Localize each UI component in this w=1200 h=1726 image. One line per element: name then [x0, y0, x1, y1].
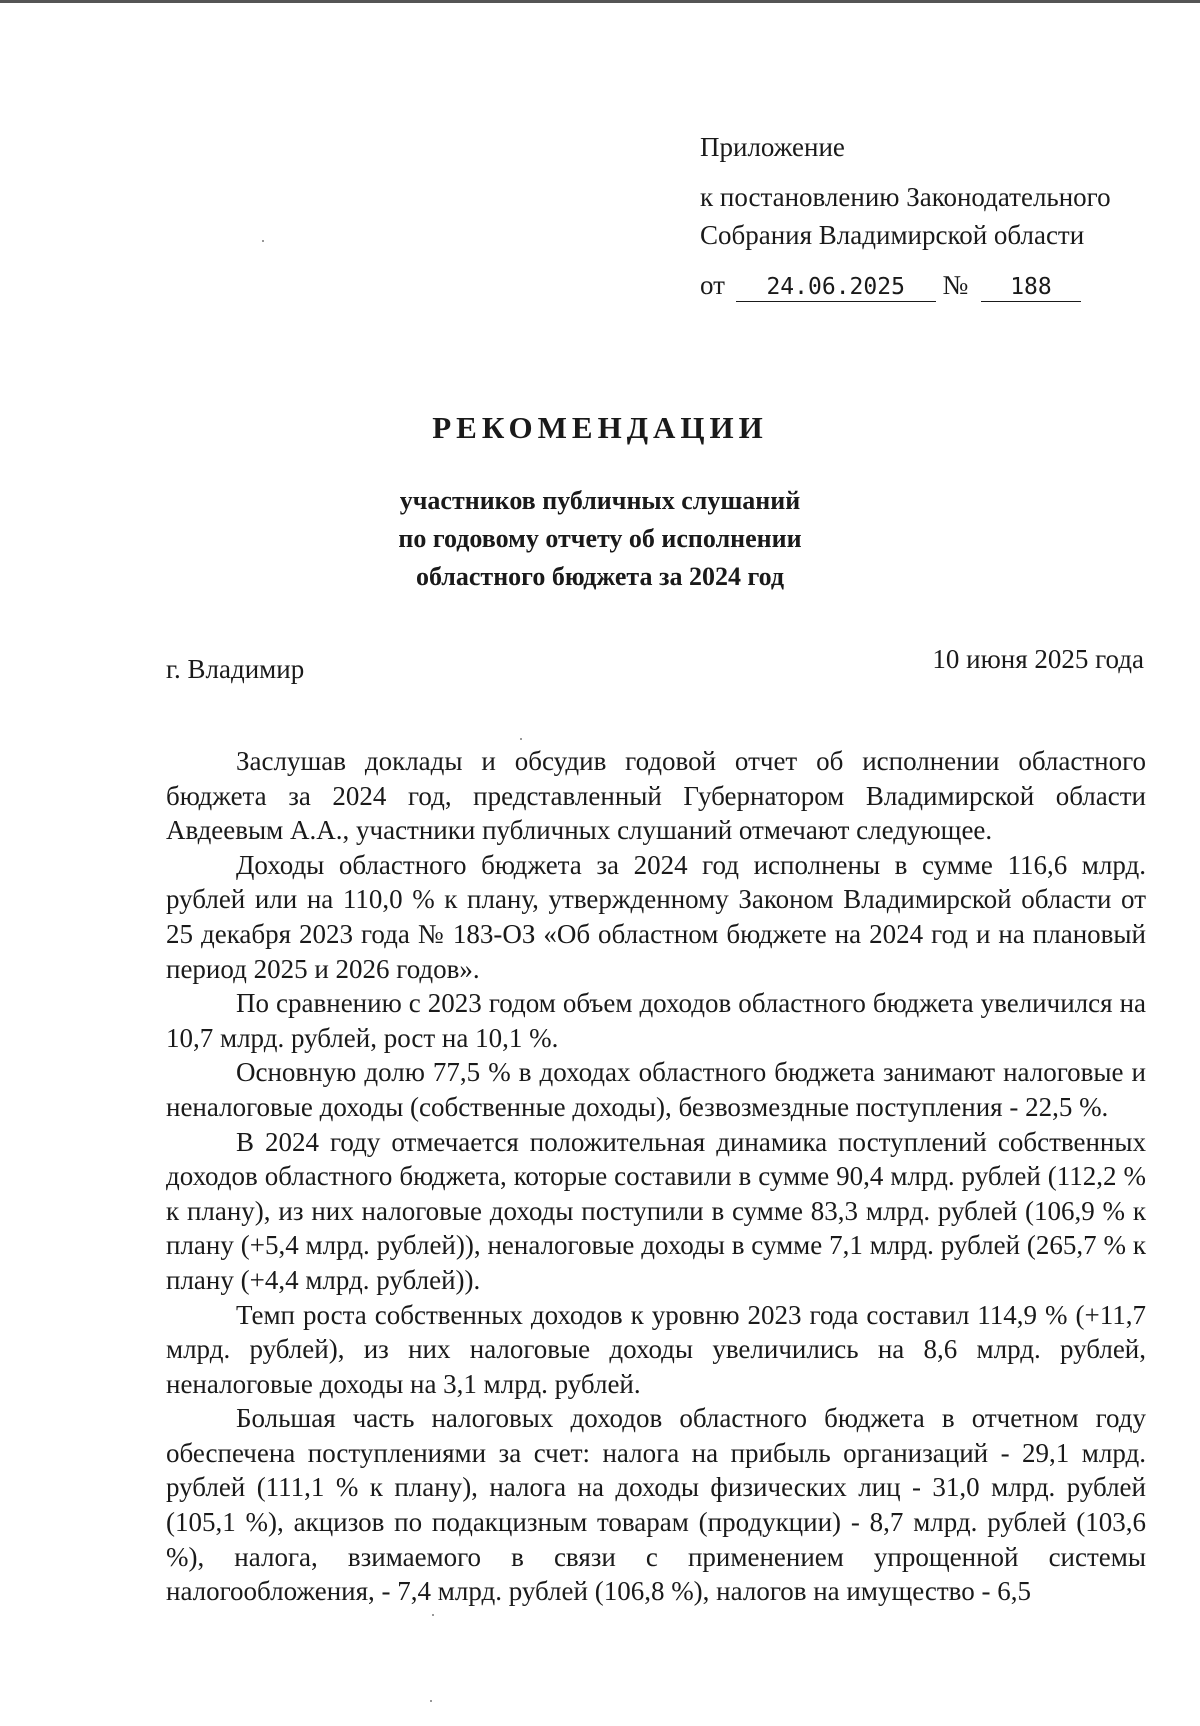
paragraph-7: Большая часть налоговых доходов областного бюджета в отчетном году обеспечена поступлениями за счет: налога на прибыль организаций - 29,1 млрд. рублей (111,1 % к плану), налога на доходы физических лиц - 31,0 млрд. рублей (105,1 %), акцизов по подакцизным товарам (продукции) - 8,7 млрд. рублей (103,6 %), налога, взимаемого в связи с применением упрощенной системы налогообложения, - 7,4 млрд. рублей (106,8 %), налогов на имущество - 6,5 [166, 1403, 1146, 1607]
subtitle-line-3: областного бюджета за 2024 год [415, 562, 785, 591]
scan-speck [432, 1614, 434, 1616]
place: г. Владимир [166, 654, 305, 684]
paragraph-4: Основную долю 77,5 % в доходах областного бюджета занимают налоговые и неналоговые доходы (собственные доходы), безвозмездные поступления - 22,5 %. [166, 1057, 1146, 1122]
appendix-from-label: от [700, 270, 725, 300]
scan-speck [430, 1700, 432, 1702]
page-top-edge [0, 0, 1200, 3]
appendix-date-line [700, 266, 1111, 304]
document-title: РЕКОМЕНДАЦИИ [432, 410, 768, 445]
appendix-block [700, 128, 1111, 304]
appendix-line-2: Собрания Владимирской области [700, 220, 1085, 250]
appendix-line-1: к постановлению Законодательного [700, 182, 1111, 212]
paragraph-1: Заслушав доклады и обсудив годовой отчет об исполнении областного бюджета за 2024 год, представленный Губернатором Владимирской области Авдеевым А.А., участники публичных слушаний отмечают следующее. [166, 746, 1146, 846]
paragraph-3: По сравнению с 2023 годом объем доходов областного бюджета увеличился на 10,7 млрд. рублей, рост на 10,1 %. [166, 988, 1146, 1053]
appendix-number-label: № [942, 270, 969, 300]
subtitle-line-1: участников публичных слушаний [399, 486, 801, 515]
scan-speck [520, 738, 522, 740]
paragraph-2: Доходы областного бюджета за 2024 год исполнены в сумме 116,6 млрд. рублей или на 110,0 % к плану, утвержденному Законом Владимирской области от 25 декабря 2023 года № 183-ОЗ «Об областном бюджете на 2024 год и на плановый период 2025 и 2026 годов». [166, 849, 1146, 984]
appendix-label: Приложение [700, 132, 845, 162]
scan-speck [262, 240, 264, 242]
document-date: 10 июня 2025 года [932, 644, 1144, 674]
paragraph-5: В 2024 году отмечается положительная динамика поступлений собственных доходов областного бюджета, которые составили в сумме 90,4 млрд. рублей (112,2 % к плану), из них налоговые доходы поступили в сумме 83,3 млрд. рублей (106,9 % к плану (+5,4 млрд. рублей)), неналоговые доходы в сумме 7,1 млрд. рублей (265,7 % к плану (+4,4 млрд. рублей)). [166, 1126, 1146, 1295]
document-subtitle [0, 482, 1200, 596]
subtitle-line-2: по годовому отчету об исполнении [398, 524, 802, 553]
paragraph-6: Темп роста собственных доходов к уровню 2023 года составил 114,9 % (+11,7 млрд. рублей), из них налоговые доходы увеличились на 8,6 млрд. рублей, неналоговые доходы на 3,1 млрд. рублей. [166, 1299, 1146, 1399]
document-body [166, 744, 1146, 1609]
appendix-date: 24.06.2025 [736, 273, 936, 302]
appendix-number: 188 [981, 273, 1081, 302]
